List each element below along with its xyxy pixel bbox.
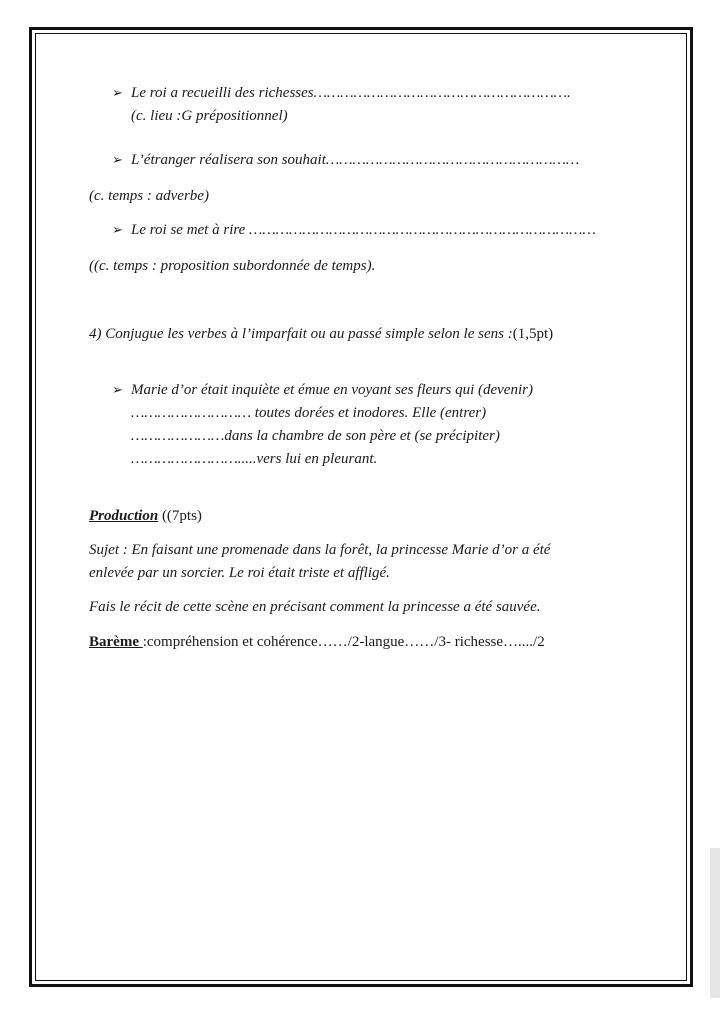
exercise4-instruction-line: [89, 325, 553, 343]
arrow-bullet-icon: ➢: [112, 85, 123, 100]
arrow-bullet-icon: ➢: [112, 222, 123, 237]
exercise4-text-line-3: …………………dans la chambre de son père et (se précipiter): [131, 428, 500, 444]
arrow-bullet-icon: ➢: [112, 152, 123, 167]
arrow-bullet-icon: ➢: [112, 382, 123, 397]
exercise4-points: (1,5pt): [512, 326, 554, 342]
scroll-edge: [710, 848, 720, 998]
exercise4-instruction: 4) Conjugue les verbes à l’imparfait ou au passé simple selon le sens :: [89, 326, 513, 342]
production-heading: Production: [89, 508, 159, 524]
bareme-text: :compréhension et cohérence……/2-langue……/3- richesse…..../2: [142, 634, 545, 650]
production-points: ((7pts): [158, 508, 202, 524]
production-task: Fais le récit de cette scène en précisant comment la princesse a été sauvée.: [89, 599, 541, 615]
exercise3-item3-sentence: Le roi se met à rire ……………………………………………………………………: [131, 222, 596, 238]
exercise4-text-line-4: …………………….....vers lui en pleurant.: [131, 451, 378, 467]
exercise3-item2-hint: (c. temps : adverbe): [89, 188, 209, 204]
exercise3-item1-hint: (c. lieu :G prépositionnel): [131, 108, 288, 124]
exercise3-item1-sentence: Le roi a recueilli des richesses………………………………………………….: [131, 85, 571, 101]
production-subject-line-2: enlevée par un sorcier. Le roi était triste et affligé.: [89, 565, 390, 581]
production-subject-line-1: Sujet : En faisant une promenade dans la forêt, la princesse Marie d’or a été: [89, 542, 551, 558]
exercise4-text-line-1: Marie d’or était inquiète et émue en voyant ses fleurs qui (devenir): [131, 382, 533, 398]
production-heading-line: [89, 507, 202, 525]
exercise3-item2-sentence: L’étranger réalisera son souhait…………………………………………………: [131, 152, 580, 168]
bareme-line: [89, 633, 545, 651]
exercise3-item3-hint: ((c. temps : proposition subordonnée de temps).: [89, 258, 376, 274]
exercise4-text-line-2: ……………………… toutes dorées et inodores. Elle (entrer): [131, 405, 487, 421]
bareme-label: Barème: [89, 634, 143, 650]
